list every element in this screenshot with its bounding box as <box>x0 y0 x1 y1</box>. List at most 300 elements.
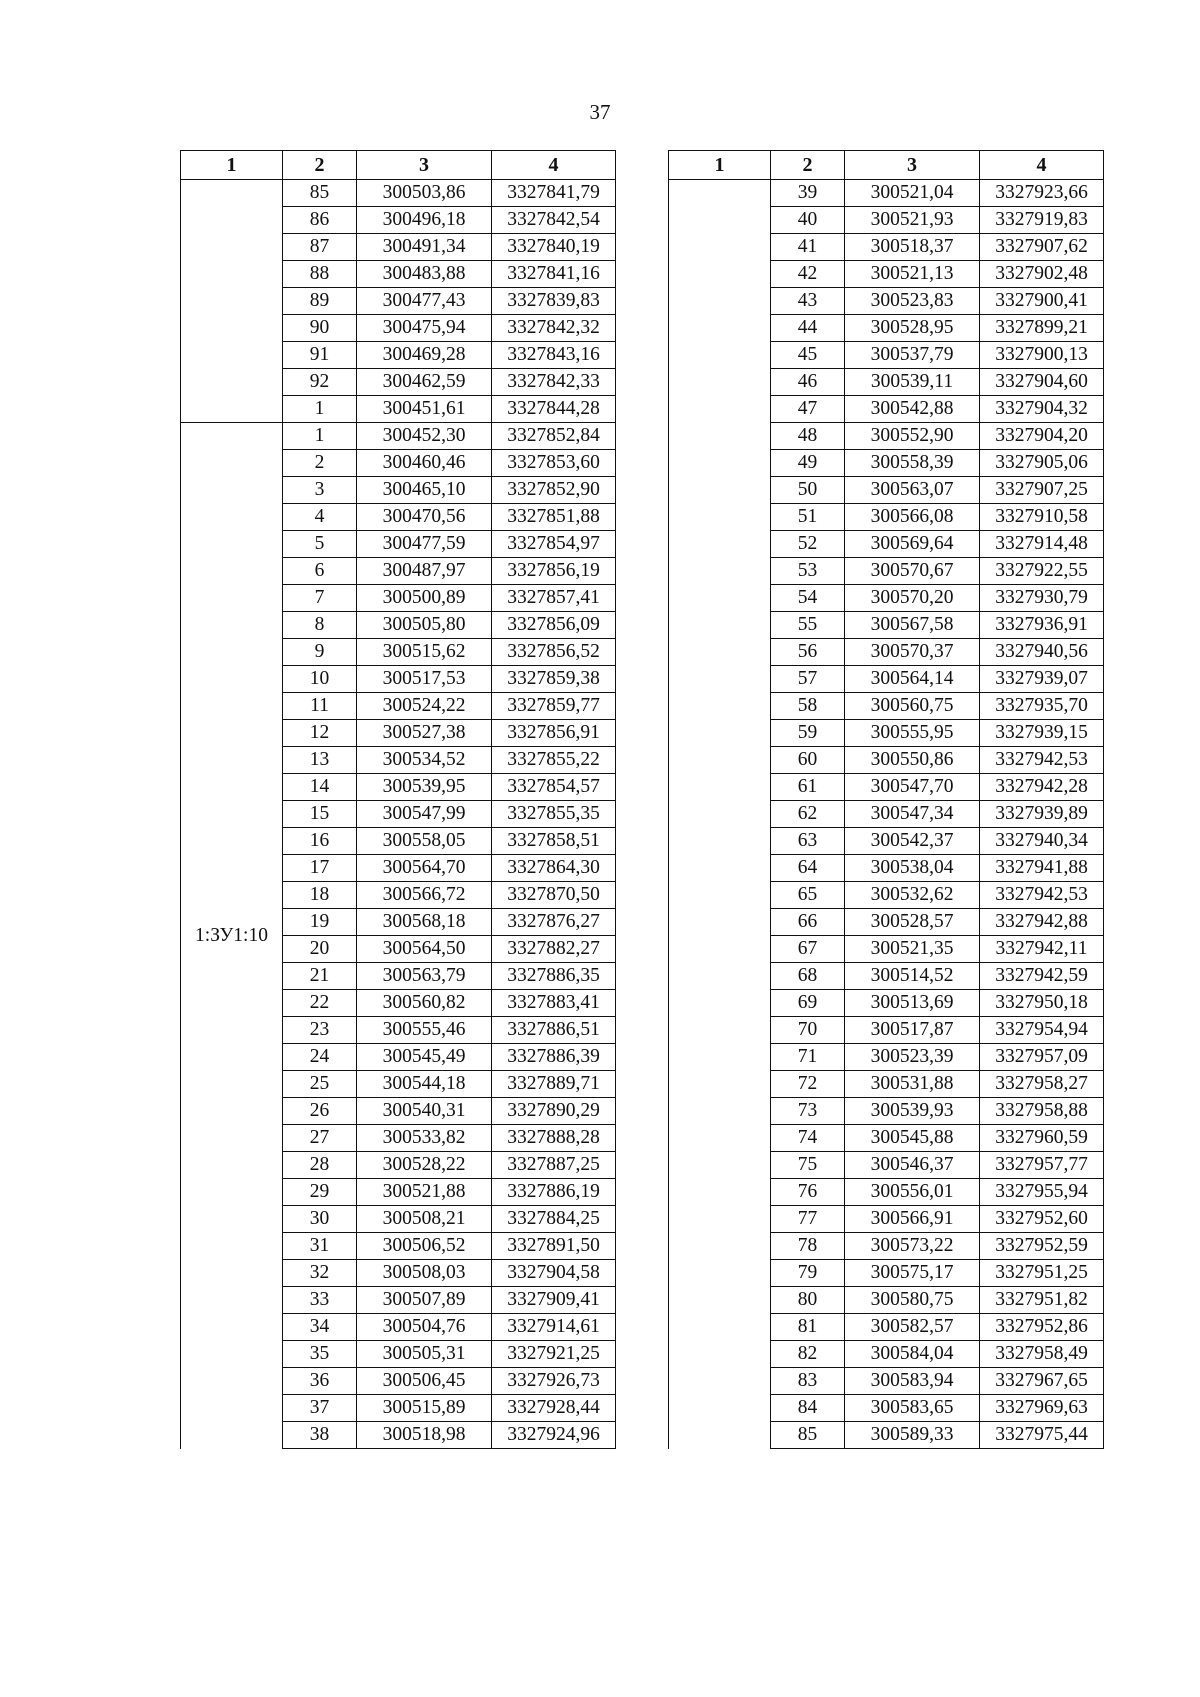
point-number-cell: 46 <box>771 369 845 396</box>
coordinate-x-cell: 300583,65 <box>845 1395 980 1422</box>
coordinate-y-cell: 3327841,79 <box>492 180 616 207</box>
point-number-cell: 16 <box>283 828 357 855</box>
coordinate-x-cell: 300552,90 <box>845 423 980 450</box>
point-number-cell: 71 <box>771 1044 845 1071</box>
point-number-cell: 64 <box>771 855 845 882</box>
point-number-cell: 88 <box>283 261 357 288</box>
coordinate-x-cell: 300560,75 <box>845 693 980 720</box>
coordinate-x-cell: 300573,22 <box>845 1233 980 1260</box>
table-row <box>181 180 616 207</box>
coordinate-y-cell: 3327942,88 <box>980 909 1104 936</box>
point-number-cell: 89 <box>283 288 357 315</box>
point-number-cell: 81 <box>771 1314 845 1341</box>
coordinate-x-cell: 300465,10 <box>357 477 492 504</box>
point-number-cell: 19 <box>283 909 357 936</box>
coordinate-x-cell: 300546,37 <box>845 1152 980 1179</box>
coordinate-y-cell: 3327939,07 <box>980 666 1104 693</box>
coordinate-y-cell: 3327902,48 <box>980 261 1104 288</box>
point-number-cell: 84 <box>771 1395 845 1422</box>
coordinate-y-cell: 3327914,61 <box>492 1314 616 1341</box>
coordinate-x-cell: 300521,93 <box>845 207 980 234</box>
point-number-cell: 50 <box>771 477 845 504</box>
point-number-cell: 35 <box>283 1341 357 1368</box>
coordinate-x-cell: 300521,35 <box>845 936 980 963</box>
coordinate-x-cell: 300462,59 <box>357 369 492 396</box>
coordinate-x-cell: 300508,03 <box>357 1260 492 1287</box>
point-number-cell: 66 <box>771 909 845 936</box>
coordinate-x-cell: 300564,70 <box>357 855 492 882</box>
coordinate-y-cell: 3327952,60 <box>980 1206 1104 1233</box>
coordinate-x-cell: 300527,38 <box>357 720 492 747</box>
coordinate-x-cell: 300487,97 <box>357 558 492 585</box>
coordinate-y-cell: 3327951,82 <box>980 1287 1104 1314</box>
point-number-cell: 21 <box>283 963 357 990</box>
coordinate-y-cell: 3327922,55 <box>980 558 1104 585</box>
coordinate-x-cell: 300539,93 <box>845 1098 980 1125</box>
point-number-cell: 23 <box>283 1017 357 1044</box>
coordinate-y-cell: 3327910,58 <box>980 504 1104 531</box>
point-number-cell: 17 <box>283 855 357 882</box>
point-number-cell: 14 <box>283 774 357 801</box>
coordinate-x-cell: 300507,89 <box>357 1287 492 1314</box>
coordinate-x-cell: 300560,82 <box>357 990 492 1017</box>
coordinate-y-cell: 3327855,35 <box>492 801 616 828</box>
coordinate-y-cell: 3327969,63 <box>980 1395 1104 1422</box>
coordinate-x-cell: 300528,95 <box>845 315 980 342</box>
coordinate-y-cell: 3327858,51 <box>492 828 616 855</box>
point-number-cell: 70 <box>771 1017 845 1044</box>
coordinate-x-cell: 300555,95 <box>845 720 980 747</box>
point-number-cell: 4 <box>283 504 357 531</box>
coordinate-y-cell: 3327935,70 <box>980 693 1104 720</box>
coordinate-x-cell: 300528,22 <box>357 1152 492 1179</box>
point-number-cell: 13 <box>283 747 357 774</box>
coordinate-x-cell: 300542,88 <box>845 396 980 423</box>
coordinate-y-cell: 3327951,25 <box>980 1260 1104 1287</box>
coordinate-y-cell: 3327958,27 <box>980 1071 1104 1098</box>
point-number-cell: 10 <box>283 666 357 693</box>
coordinate-y-cell: 3327883,41 <box>492 990 616 1017</box>
coordinate-y-cell: 3327899,21 <box>980 315 1104 342</box>
point-number-cell: 77 <box>771 1206 845 1233</box>
coordinate-y-cell: 3327856,52 <box>492 639 616 666</box>
point-number-cell: 47 <box>771 396 845 423</box>
coordinate-y-cell: 3327876,27 <box>492 909 616 936</box>
coordinate-x-cell: 300564,50 <box>357 936 492 963</box>
coordinate-x-cell: 300475,94 <box>357 315 492 342</box>
point-number-cell: 45 <box>771 342 845 369</box>
coordinate-x-cell: 300503,86 <box>357 180 492 207</box>
coordinate-y-cell: 3327842,54 <box>492 207 616 234</box>
table-row <box>181 423 616 450</box>
coordinate-x-cell: 300505,31 <box>357 1341 492 1368</box>
coordinate-y-cell: 3327939,89 <box>980 801 1104 828</box>
coordinate-y-cell: 3327855,22 <box>492 747 616 774</box>
coordinate-x-cell: 300521,04 <box>845 180 980 207</box>
coordinate-y-cell: 3327856,91 <box>492 720 616 747</box>
coordinate-y-cell: 3327907,62 <box>980 234 1104 261</box>
coordinate-y-cell: 3327842,33 <box>492 369 616 396</box>
point-number-cell: 79 <box>771 1260 845 1287</box>
coordinates-table-right <box>668 150 1104 1449</box>
parcel-label-cell: 1:ЗУ1:10 <box>181 423 283 1449</box>
coordinate-y-cell: 3327904,32 <box>980 396 1104 423</box>
coordinate-y-cell: 3327886,35 <box>492 963 616 990</box>
coordinate-y-cell: 3327889,71 <box>492 1071 616 1098</box>
coordinate-y-cell: 3327854,57 <box>492 774 616 801</box>
point-number-cell: 68 <box>771 963 845 990</box>
point-number-cell: 86 <box>283 207 357 234</box>
point-number-cell: 56 <box>771 639 845 666</box>
coordinate-y-cell: 3327884,25 <box>492 1206 616 1233</box>
coordinate-x-cell: 300523,83 <box>845 288 980 315</box>
point-number-cell: 74 <box>771 1125 845 1152</box>
coordinate-y-cell: 3327954,94 <box>980 1017 1104 1044</box>
point-number-cell: 65 <box>771 882 845 909</box>
coordinate-x-cell: 300569,64 <box>845 531 980 558</box>
coordinate-y-cell: 3327842,32 <box>492 315 616 342</box>
point-number-cell: 26 <box>283 1098 357 1125</box>
point-number-cell: 83 <box>771 1368 845 1395</box>
coordinate-x-cell: 300521,88 <box>357 1179 492 1206</box>
coordinate-x-cell: 300506,45 <box>357 1368 492 1395</box>
point-number-cell: 28 <box>283 1152 357 1179</box>
coordinate-y-cell: 3327905,06 <box>980 450 1104 477</box>
point-number-cell: 43 <box>771 288 845 315</box>
coordinate-x-cell: 300542,37 <box>845 828 980 855</box>
coordinate-x-cell: 300566,91 <box>845 1206 980 1233</box>
point-number-cell: 55 <box>771 612 845 639</box>
point-number-cell: 85 <box>283 180 357 207</box>
point-number-cell: 25 <box>283 1071 357 1098</box>
point-number-cell: 6 <box>283 558 357 585</box>
coordinate-x-cell: 300515,62 <box>357 639 492 666</box>
point-number-cell: 53 <box>771 558 845 585</box>
coordinate-x-cell: 300500,89 <box>357 585 492 612</box>
coordinate-y-cell: 3327942,28 <box>980 774 1104 801</box>
coordinate-x-cell: 300491,34 <box>357 234 492 261</box>
point-number-cell: 15 <box>283 801 357 828</box>
coordinate-y-cell: 3327870,50 <box>492 882 616 909</box>
coordinate-y-cell: 3327960,59 <box>980 1125 1104 1152</box>
point-number-cell: 42 <box>771 261 845 288</box>
coordinate-x-cell: 300556,01 <box>845 1179 980 1206</box>
coordinate-x-cell: 300563,79 <box>357 963 492 990</box>
point-number-cell: 90 <box>283 315 357 342</box>
coordinate-x-cell: 300580,75 <box>845 1287 980 1314</box>
header-col-2: 2 <box>283 151 357 180</box>
coordinate-x-cell: 300570,67 <box>845 558 980 585</box>
coordinate-x-cell: 300517,53 <box>357 666 492 693</box>
coordinate-x-cell: 300534,52 <box>357 747 492 774</box>
coordinate-x-cell: 300477,43 <box>357 288 492 315</box>
point-number-cell: 27 <box>283 1125 357 1152</box>
point-number-cell: 78 <box>771 1233 845 1260</box>
header-col-2: 2 <box>771 151 845 180</box>
point-number-cell: 59 <box>771 720 845 747</box>
coordinate-y-cell: 3327952,86 <box>980 1314 1104 1341</box>
coordinate-x-cell: 300545,49 <box>357 1044 492 1071</box>
coordinate-x-cell: 300531,88 <box>845 1071 980 1098</box>
coordinate-y-cell: 3327919,83 <box>980 207 1104 234</box>
point-number-cell: 30 <box>283 1206 357 1233</box>
coordinate-y-cell: 3327942,11 <box>980 936 1104 963</box>
coordinate-x-cell: 300555,46 <box>357 1017 492 1044</box>
coordinate-y-cell: 3327891,50 <box>492 1233 616 1260</box>
point-number-cell: 48 <box>771 423 845 450</box>
coordinate-x-cell: 300523,39 <box>845 1044 980 1071</box>
coordinate-x-cell: 300477,59 <box>357 531 492 558</box>
point-number-cell: 18 <box>283 882 357 909</box>
coordinate-y-cell: 3327852,84 <box>492 423 616 450</box>
point-number-cell: 57 <box>771 666 845 693</box>
coordinate-x-cell: 300547,34 <box>845 801 980 828</box>
coordinate-y-cell: 3327852,90 <box>492 477 616 504</box>
coordinate-x-cell: 300568,18 <box>357 909 492 936</box>
coordinate-y-cell: 3327975,44 <box>980 1422 1104 1449</box>
coordinate-x-cell: 300539,11 <box>845 369 980 396</box>
point-number-cell: 52 <box>771 531 845 558</box>
coordinate-y-cell: 3327952,59 <box>980 1233 1104 1260</box>
coordinate-x-cell: 300451,61 <box>357 396 492 423</box>
coordinate-x-cell: 300539,95 <box>357 774 492 801</box>
coordinate-x-cell: 300566,08 <box>845 504 980 531</box>
table-row <box>669 180 1104 207</box>
coordinate-y-cell: 3327859,38 <box>492 666 616 693</box>
coordinate-x-cell: 300515,89 <box>357 1395 492 1422</box>
coordinate-x-cell: 300563,07 <box>845 477 980 504</box>
coordinate-y-cell: 3327857,41 <box>492 585 616 612</box>
coordinate-y-cell: 3327839,83 <box>492 288 616 315</box>
point-number-cell: 58 <box>771 693 845 720</box>
coordinate-y-cell: 3327859,77 <box>492 693 616 720</box>
coordinate-x-cell: 300514,52 <box>845 963 980 990</box>
coordinate-y-cell: 3327957,09 <box>980 1044 1104 1071</box>
coordinate-y-cell: 3327923,66 <box>980 180 1104 207</box>
coordinate-x-cell: 300583,94 <box>845 1368 980 1395</box>
coordinate-x-cell: 300506,52 <box>357 1233 492 1260</box>
point-number-cell: 5 <box>283 531 357 558</box>
coordinate-y-cell: 3327936,91 <box>980 612 1104 639</box>
point-number-cell: 72 <box>771 1071 845 1098</box>
coordinate-y-cell: 3327909,41 <box>492 1287 616 1314</box>
point-number-cell: 63 <box>771 828 845 855</box>
point-number-cell: 91 <box>283 342 357 369</box>
coordinate-y-cell: 3327914,48 <box>980 531 1104 558</box>
coordinate-x-cell: 300452,30 <box>357 423 492 450</box>
point-number-cell: 62 <box>771 801 845 828</box>
point-number-cell: 12 <box>283 720 357 747</box>
coordinate-x-cell: 300460,46 <box>357 450 492 477</box>
coordinate-x-cell: 300575,17 <box>845 1260 980 1287</box>
coordinate-y-cell: 3327854,97 <box>492 531 616 558</box>
coordinate-x-cell: 300505,80 <box>357 612 492 639</box>
table-body <box>181 180 616 1449</box>
coordinate-x-cell: 300584,04 <box>845 1341 980 1368</box>
coordinate-x-cell: 300504,76 <box>357 1314 492 1341</box>
coordinate-y-cell: 3327921,25 <box>492 1341 616 1368</box>
point-number-cell: 7 <box>283 585 357 612</box>
coordinate-x-cell: 300558,05 <box>357 828 492 855</box>
coordinate-x-cell: 300545,88 <box>845 1125 980 1152</box>
coordinate-y-cell: 3327841,16 <box>492 261 616 288</box>
coordinate-y-cell: 3327926,73 <box>492 1368 616 1395</box>
coordinate-y-cell: 3327958,88 <box>980 1098 1104 1125</box>
coordinate-y-cell: 3327864,30 <box>492 855 616 882</box>
point-number-cell: 60 <box>771 747 845 774</box>
coordinate-y-cell: 3327924,96 <box>492 1422 616 1449</box>
coordinate-y-cell: 3327843,16 <box>492 342 616 369</box>
coordinate-x-cell: 300558,39 <box>845 450 980 477</box>
coordinate-y-cell: 3327890,29 <box>492 1098 616 1125</box>
point-number-cell: 76 <box>771 1179 845 1206</box>
point-number-cell: 33 <box>283 1287 357 1314</box>
parcel-label-cell <box>669 180 771 1449</box>
point-number-cell: 73 <box>771 1098 845 1125</box>
coordinate-x-cell: 300582,57 <box>845 1314 980 1341</box>
coordinate-x-cell: 300517,87 <box>845 1017 980 1044</box>
coordinate-x-cell: 300508,21 <box>357 1206 492 1233</box>
coordinate-y-cell: 3327904,60 <box>980 369 1104 396</box>
point-number-cell: 92 <box>283 369 357 396</box>
table-body <box>669 180 1104 1449</box>
point-number-cell: 29 <box>283 1179 357 1206</box>
coordinate-x-cell: 300470,56 <box>357 504 492 531</box>
coordinate-y-cell: 3327886,51 <box>492 1017 616 1044</box>
point-number-cell: 3 <box>283 477 357 504</box>
coordinate-y-cell: 3327958,49 <box>980 1341 1104 1368</box>
coordinate-x-cell: 300547,99 <box>357 801 492 828</box>
coordinate-y-cell: 3327904,20 <box>980 423 1104 450</box>
coordinate-x-cell: 300496,18 <box>357 207 492 234</box>
coordinate-x-cell: 300518,37 <box>845 234 980 261</box>
coordinate-x-cell: 300544,18 <box>357 1071 492 1098</box>
coordinate-x-cell: 300532,62 <box>845 882 980 909</box>
coordinate-y-cell: 3327939,15 <box>980 720 1104 747</box>
coordinate-x-cell: 300537,79 <box>845 342 980 369</box>
point-number-cell: 82 <box>771 1341 845 1368</box>
coordinates-table-left <box>180 150 616 1449</box>
coordinate-y-cell: 3327930,79 <box>980 585 1104 612</box>
coordinate-y-cell: 3327957,77 <box>980 1152 1104 1179</box>
point-number-cell: 8 <box>283 612 357 639</box>
coordinate-x-cell: 300589,33 <box>845 1422 980 1449</box>
point-number-cell: 9 <box>283 639 357 666</box>
coordinate-x-cell: 300538,04 <box>845 855 980 882</box>
coordinate-y-cell: 3327887,25 <box>492 1152 616 1179</box>
coordinate-y-cell: 3327844,28 <box>492 396 616 423</box>
point-number-cell: 32 <box>283 1260 357 1287</box>
coordinate-y-cell: 3327950,18 <box>980 990 1104 1017</box>
point-number-cell: 1 <box>283 396 357 423</box>
coordinate-x-cell: 300566,72 <box>357 882 492 909</box>
coordinate-y-cell: 3327851,88 <box>492 504 616 531</box>
point-number-cell: 24 <box>283 1044 357 1071</box>
point-number-cell: 61 <box>771 774 845 801</box>
coordinate-x-cell: 300524,22 <box>357 693 492 720</box>
coordinate-y-cell: 3327888,28 <box>492 1125 616 1152</box>
point-number-cell: 44 <box>771 315 845 342</box>
coordinate-x-cell: 300513,69 <box>845 990 980 1017</box>
coordinate-y-cell: 3327942,53 <box>980 747 1104 774</box>
point-number-cell: 69 <box>771 990 845 1017</box>
header-col-4: 4 <box>492 151 616 180</box>
coordinate-x-cell: 300518,98 <box>357 1422 492 1449</box>
point-number-cell: 75 <box>771 1152 845 1179</box>
coordinate-y-cell: 3327900,13 <box>980 342 1104 369</box>
coordinate-y-cell: 3327904,58 <box>492 1260 616 1287</box>
coordinate-y-cell: 3327941,88 <box>980 855 1104 882</box>
coordinate-y-cell: 3327856,09 <box>492 612 616 639</box>
coordinate-x-cell: 300547,70 <box>845 774 980 801</box>
point-number-cell: 2 <box>283 450 357 477</box>
coordinate-y-cell: 3327907,25 <box>980 477 1104 504</box>
coordinate-y-cell: 3327967,65 <box>980 1368 1104 1395</box>
table-header-row <box>669 151 1104 180</box>
header-col-1: 1 <box>669 151 771 180</box>
coordinate-x-cell: 300550,86 <box>845 747 980 774</box>
point-number-cell: 87 <box>283 234 357 261</box>
coordinate-y-cell: 3327942,59 <box>980 963 1104 990</box>
parcel-label-cell <box>181 180 283 423</box>
point-number-cell: 49 <box>771 450 845 477</box>
point-number-cell: 34 <box>283 1314 357 1341</box>
point-number-cell: 38 <box>283 1422 357 1449</box>
coordinate-y-cell: 3327853,60 <box>492 450 616 477</box>
page-number: 37 <box>589 100 611 124</box>
point-number-cell: 41 <box>771 234 845 261</box>
coordinate-y-cell: 3327940,56 <box>980 639 1104 666</box>
point-number-cell: 1 <box>283 423 357 450</box>
point-number-cell: 39 <box>771 180 845 207</box>
coordinate-y-cell: 3327942,53 <box>980 882 1104 909</box>
header-col-4: 4 <box>980 151 1104 180</box>
coordinate-y-cell: 3327955,94 <box>980 1179 1104 1206</box>
point-number-cell: 54 <box>771 585 845 612</box>
point-number-cell: 37 <box>283 1395 357 1422</box>
coordinate-y-cell: 3327882,27 <box>492 936 616 963</box>
point-number-cell: 11 <box>283 693 357 720</box>
coordinate-x-cell: 300533,82 <box>357 1125 492 1152</box>
coordinate-x-cell: 300521,13 <box>845 261 980 288</box>
point-number-cell: 20 <box>283 936 357 963</box>
coordinate-y-cell: 3327840,19 <box>492 234 616 261</box>
coordinate-x-cell: 300570,37 <box>845 639 980 666</box>
coordinate-x-cell: 300469,28 <box>357 342 492 369</box>
coordinate-y-cell: 3327928,44 <box>492 1395 616 1422</box>
coordinate-x-cell: 300564,14 <box>845 666 980 693</box>
point-number-cell: 80 <box>771 1287 845 1314</box>
coordinate-x-cell: 300483,88 <box>357 261 492 288</box>
header-col-1: 1 <box>181 151 283 180</box>
header-col-3: 3 <box>357 151 492 180</box>
coordinate-y-cell: 3327900,41 <box>980 288 1104 315</box>
point-number-cell: 51 <box>771 504 845 531</box>
coordinate-y-cell: 3327886,39 <box>492 1044 616 1071</box>
point-number-cell: 85 <box>771 1422 845 1449</box>
point-number-cell: 22 <box>283 990 357 1017</box>
point-number-cell: 31 <box>283 1233 357 1260</box>
coordinate-x-cell: 300570,20 <box>845 585 980 612</box>
point-number-cell: 67 <box>771 936 845 963</box>
coordinate-y-cell: 3327886,19 <box>492 1179 616 1206</box>
table-header-row <box>181 151 616 180</box>
coordinate-x-cell: 300540,31 <box>357 1098 492 1125</box>
coordinate-x-cell: 300567,58 <box>845 612 980 639</box>
coordinate-y-cell: 3327856,19 <box>492 558 616 585</box>
coordinate-y-cell: 3327940,34 <box>980 828 1104 855</box>
point-number-cell: 36 <box>283 1368 357 1395</box>
